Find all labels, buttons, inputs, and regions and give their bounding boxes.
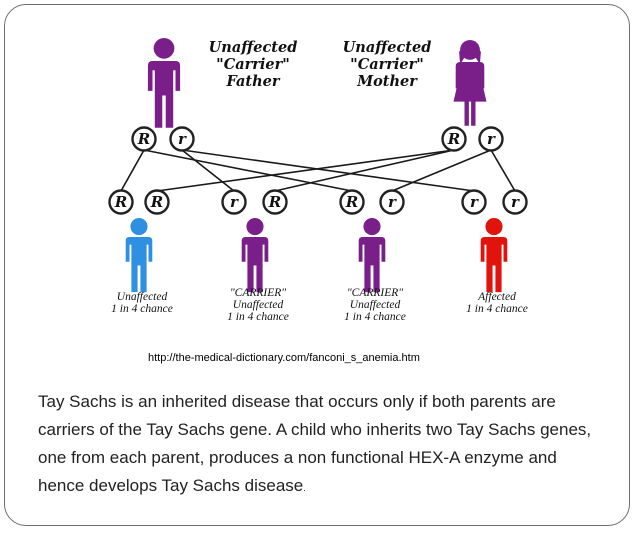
child-label-4-line: Affected xyxy=(478,291,516,303)
child-label-3-line: "CARRIER" xyxy=(346,287,404,299)
child-label-3-line: 1 in 4 chance xyxy=(344,311,406,323)
mother-allele-text: R xyxy=(447,130,461,148)
child-allele-text: r xyxy=(511,193,519,211)
mother-figure xyxy=(454,40,487,126)
father-allele-text: r xyxy=(178,130,186,148)
child-figure-2 xyxy=(242,218,269,292)
child-figure-1 xyxy=(126,218,153,292)
child-allele xyxy=(223,191,246,214)
child-allele xyxy=(264,191,287,214)
child-allele xyxy=(504,191,527,214)
source-url: http://the-medical-dictionary.com/fanconi_s_anemia.htm xyxy=(148,352,420,364)
father-allele xyxy=(171,128,194,151)
child-label-3-line: Unaffected xyxy=(349,299,401,311)
child-figure-3 xyxy=(359,218,386,292)
child-allele-text: R xyxy=(114,193,128,211)
mother-allele xyxy=(443,128,466,151)
father-figure xyxy=(148,38,180,128)
father-label-line: Unaffected xyxy=(208,39,298,56)
body-period: . xyxy=(303,483,306,493)
mother-allele-text: r xyxy=(487,130,495,148)
inheritance-line xyxy=(157,150,454,191)
mother-label-line: "Carrier" xyxy=(350,56,424,73)
inheritance-lines xyxy=(121,150,515,191)
child-label-2-line: 1 in 4 chance xyxy=(227,311,289,323)
child-figure-4 xyxy=(481,218,508,292)
inheritance-line xyxy=(121,150,144,191)
father-allele xyxy=(133,128,156,151)
father-label-line: "Carrier" xyxy=(216,56,290,73)
figures xyxy=(126,38,508,292)
inheritance-line xyxy=(144,150,352,191)
child-allele-text: r xyxy=(470,193,478,211)
father-label-line: Father xyxy=(226,73,280,90)
child-allele-text: R xyxy=(345,193,359,211)
child-label-2-line: "CARRIER" xyxy=(229,287,287,299)
mother-label-line: Unaffected xyxy=(342,39,432,56)
mother-allele xyxy=(480,128,503,151)
child-allele-text: r xyxy=(388,193,396,211)
child-label-1-line: Unaffected xyxy=(116,291,168,303)
child-allele xyxy=(110,191,133,214)
child-allele xyxy=(341,191,364,214)
alleles xyxy=(110,128,527,214)
body-paragraph: Tay Sachs is an inherited disease that occurs only if both parents are carriers of the Tay Sachs gene. A child who inherits two Tay Sachs genes, one from each parent, produces a non functional HEX-A enzyme and hence develops Tay Sachs disease xyxy=(38,392,592,495)
child-label-1-line: 1 in 4 chance xyxy=(111,303,173,315)
inheritance-line xyxy=(491,150,515,191)
father-allele-text: R xyxy=(137,130,151,148)
child-label-2-line: Unaffected xyxy=(232,299,284,311)
body-text xyxy=(38,388,598,502)
mother-label-line: Mother xyxy=(357,73,417,90)
child-label-4-line: 1 in 4 chance xyxy=(466,303,528,315)
child-allele xyxy=(463,191,486,214)
child-allele xyxy=(381,191,404,214)
child-allele-text: r xyxy=(230,193,238,211)
child-allele xyxy=(146,191,169,214)
child-allele-text: R xyxy=(268,193,282,211)
child-allele-text: R xyxy=(150,193,164,211)
